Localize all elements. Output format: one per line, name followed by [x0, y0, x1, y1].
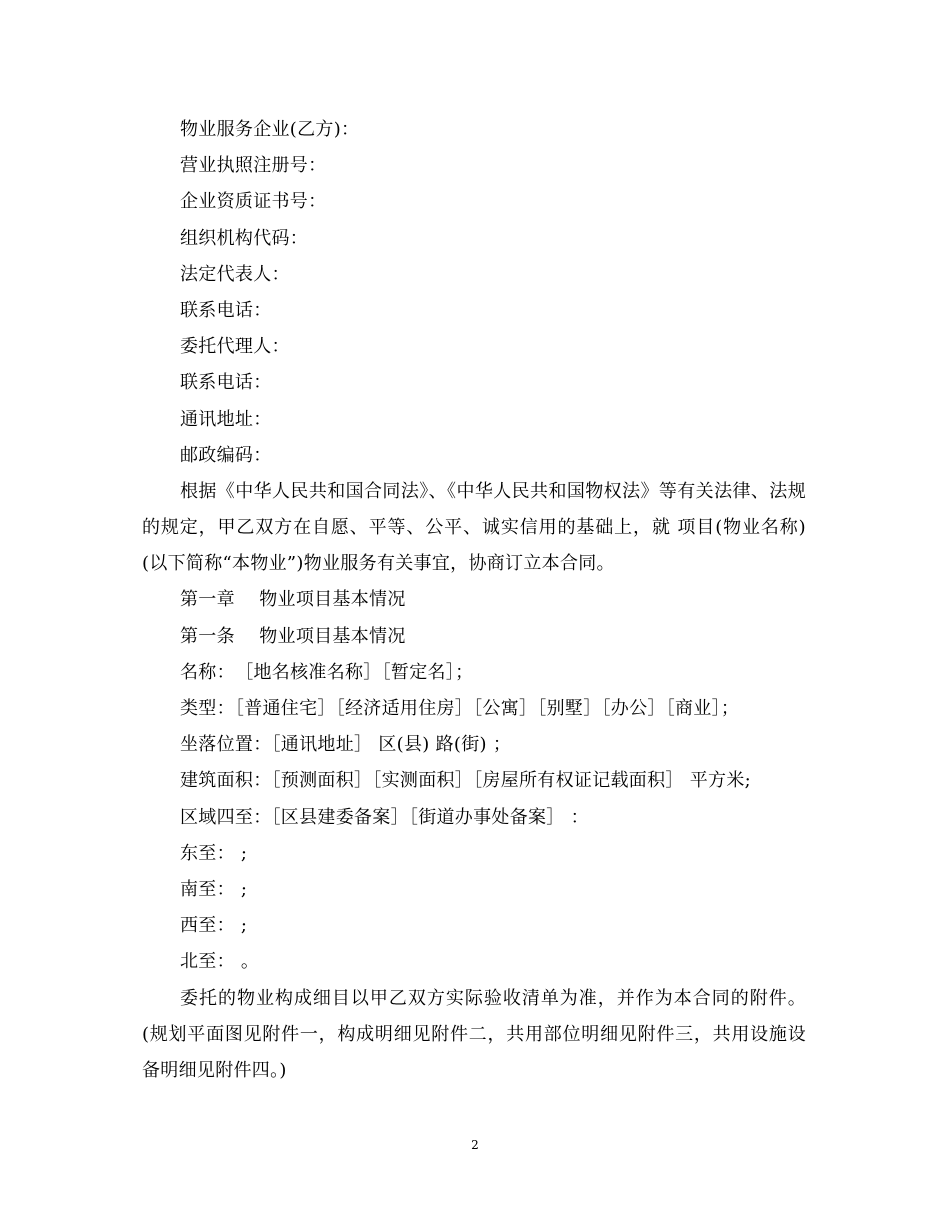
org-code-field: 组织机构代码： — [180, 227, 309, 249]
closing-paragraph: 委托的物业构成细目以甲乙双方实际验收清单为准，并作为本合同的附件。(规划平面图见附件一，构成明细见附件二，共用部位明细见附件三，共用设施设备明细见附件四。) — [142, 987, 806, 1081]
document-body — [142, 112, 806, 1089]
qualification-cert-field: 企业资质证书号： — [180, 191, 327, 213]
postal-code-field: 邮政编码： — [180, 444, 272, 466]
preamble-paragraph: 根据《中华人民共和国合同法》、《中华人民共和国物权法》等有关法律、法规的规定，甲乙双方在自愿、平等、公平、诚实信用的基础上，就 项目(物业名称)(以下简称“本物业”)物业服务有关事宜，协商订立本合同。 — [142, 480, 806, 575]
agent-field: 委托代理人： — [180, 336, 290, 358]
boundary-north: 北至： 。 — [180, 951, 260, 973]
party-b-company: 物业服务企业(乙方)： — [180, 119, 360, 140]
page-number: 2 — [471, 1138, 479, 1152]
project-name: 名称： ［地名核准名称］［暂定名］； — [180, 661, 474, 683]
project-type: 类型：［普通住宅］［经济适用住房］［公寓］［别墅］［办公］［商业］； — [180, 698, 740, 720]
address-field: 通讯地址： — [180, 408, 272, 430]
boundary-west: 西至： ; — [180, 915, 248, 937]
business-license-field: 营业执照注册号： — [180, 155, 327, 177]
phone-field-1: 联系电话： — [180, 299, 272, 321]
project-location: 坐落位置：［通讯地址］ 区(县) 路(街) ； — [180, 734, 512, 756]
boundary-east: 东至： ; — [180, 842, 248, 864]
phone-field-2: 联系电话： — [180, 372, 272, 394]
legal-rep-field: 法定代表人： — [180, 263, 290, 285]
project-boundary: 区域四至：［区县建委备案］［街道办事处备案］ ： — [180, 806, 589, 828]
project-area: 建筑面积：［预测面积］［实测面积］［房屋所有权证记载面积］ 平方米; — [180, 770, 751, 792]
article-heading: 第一条 物业项目基本情况 — [180, 625, 406, 647]
chapter-heading: 第一章 物业项目基本情况 — [180, 589, 406, 611]
boundary-south: 南至： ; — [180, 878, 248, 900]
